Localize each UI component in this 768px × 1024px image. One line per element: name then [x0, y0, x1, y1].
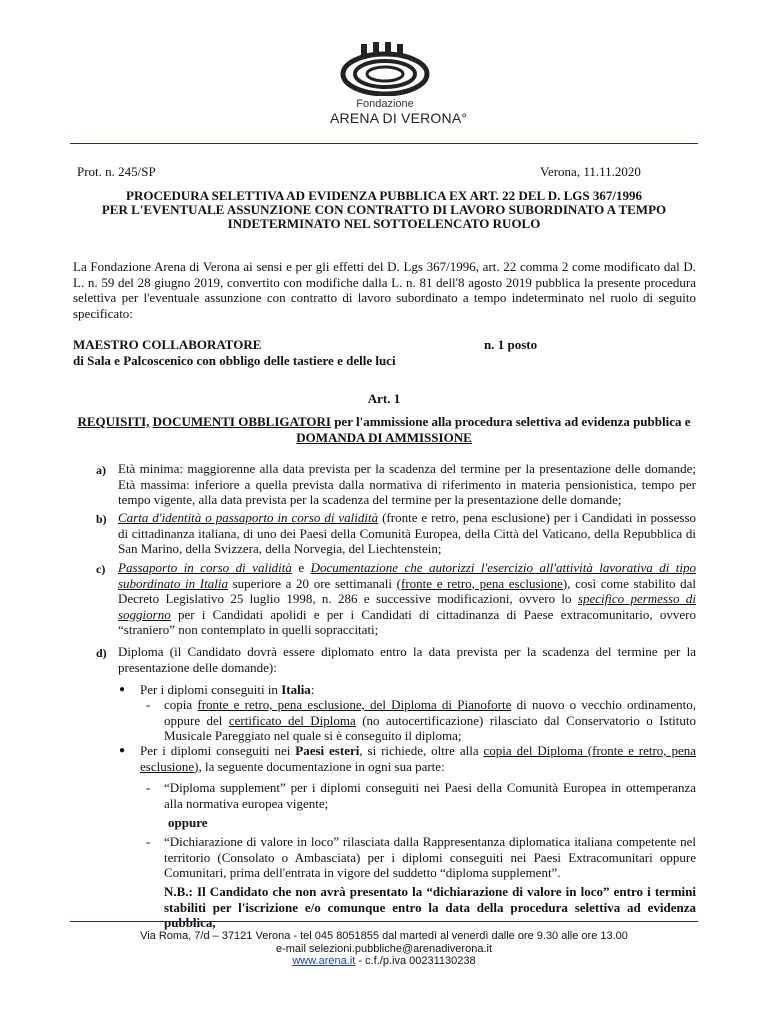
item-b-text	[118, 510, 696, 557]
heading-rest: per l'ammissione alla procedura selettiva ad evidenza pubblica e	[330, 414, 691, 429]
item-a-text: Età minima: maggiorenne alla data prevista per la scadenza del termine per la presentazione delle domande; Età massima: inferiore a quella prevista dalla normativa di riferimento in materia pensionistica, tempo per tempo vigente, alla data prevista per la scadenza del termine per la presentazione delle domande;	[118, 461, 696, 507]
intro-paragraph: La Fondazione Arena di Verona ai sensi e per gli effetti del D. Lgs 367/1996, art. 22 comma 2 come modificato dal D. L. n. 59 del 28 giugno 2019, convertito con modifiche dalla L. n. 81 dell'8 agosto 2019 pubblica la presente procedura selettiva per l'eventuale assunzione con contratto di lavoro subordinato a tempo indeterminato nel ruolo di seguito specificato:	[73, 259, 696, 321]
document-date: Verona, 11.11.2020	[540, 164, 641, 179]
item-c-and: e	[291, 560, 311, 575]
title-line3: INDETERMINATO NEL SOTTOELENCATO RUOLO	[227, 216, 541, 231]
item-b-rest: (fronte e retro, pena esclusione) per i Candidati in possesso di cittadinanza italiana, di uno dei Paesi della Comunità Europea, della Città del Vaticano, della Repubblica di San Marino, della Svizzera, della Norvegia, del Liechtenstein;	[118, 510, 696, 556]
role-title: MAESTRO COLLABORATORE	[73, 337, 262, 352]
italy-bold: Italia	[281, 682, 311, 697]
footer-rule	[70, 921, 698, 922]
header-rule	[70, 143, 698, 144]
bullet-dot-icon: ●	[119, 745, 126, 756]
footer-email: e-mail selezioni.pubbliche@arenadiverona.it	[275, 942, 492, 955]
role-subtitle: di Sala e Palcoscenico con obbligo delle tastiere e delle luci	[73, 353, 396, 368]
article-number: Art. 1	[367, 391, 401, 406]
dash-icon: -	[146, 780, 151, 795]
document-title	[70, 189, 698, 231]
footer	[70, 930, 698, 968]
dash-icon: -	[146, 697, 151, 712]
footer-address: Via Roma, 7/d – 37121 Verona - tel 045 8051855 dal martedì al venerdì dalle ore 9.30 alle ore 13.00	[140, 930, 628, 942]
footer-tax-id: - c.f./p.iva 00231130238	[355, 955, 476, 967]
bullet-dot-icon: ●	[119, 684, 126, 695]
logo-line2: ARENA DI VERONA°	[330, 110, 468, 126]
abroad-bold: Paesi esteri	[295, 743, 360, 758]
title-line2: PER L'EVENTUALE ASSUNZIONE CON CONTRATTO DI LAVORO SUBORDINATO A TEMPO	[101, 202, 667, 217]
item-c-work-doc: Documentazione che autorizzi l'esercizio all'attività lavorativa di tipo subordinato in Italia	[118, 560, 696, 591]
item-a-label: a)	[96, 463, 106, 477]
abroad-intro: Per i diplomi conseguiti nei	[140, 743, 296, 758]
italy-colon: :	[310, 682, 315, 697]
item-d-label: d)	[96, 646, 107, 660]
item-b-label: b)	[96, 512, 107, 526]
italy-requirement	[164, 697, 696, 744]
logo-line1: Fondazione	[356, 98, 414, 110]
arena-logo	[330, 40, 468, 126]
heading-documenti: DOCUMENTI OBBLIGATORI	[152, 414, 331, 429]
italy-d5: (no autocertificazione) rilasciato dal Conservatorio o Istituto Musicale Pareggiato nel quale si è conseguito il diploma;	[164, 712, 697, 743]
title-line1: PROCEDURA SELETTIVA AD EVIDENZA PUBBLICA EX ART. 22 DEL D. LGS 367/1996	[126, 188, 642, 203]
item-c-front-back: (fronte e retro, pena esclusione)	[396, 575, 568, 591]
abroad-diploma-copy: copia del Diploma (fronte e retro, pena esclusione)	[140, 743, 696, 774]
italy-bullet	[140, 682, 314, 698]
website-link[interactable]: www.arena.it	[292, 955, 356, 967]
item-c-rest: per i Candidati apolidi e per i Candidati di cittadinanza di Paese extracomunitario, ovvero “straniero” non contemplato in quelli sopraccitati;	[118, 606, 696, 637]
item-c-passport: Passaporto in corso di validità	[118, 560, 292, 575]
item-c-hours: superiore a 20 ore settimanali	[227, 575, 397, 591]
italy-certificate: certificato del Diploma	[228, 712, 356, 728]
item-b-document: Carta d'identità o passaporto in corso di validità	[118, 510, 379, 525]
footer-web	[70, 955, 698, 968]
arena-emblem-icon	[339, 40, 431, 96]
oppure-label: oppure	[168, 815, 208, 830]
heading-requisiti: REQUISITI,	[77, 414, 150, 429]
italy-d1: copia	[164, 697, 198, 712]
dash-icon: -	[146, 834, 151, 849]
abroad-t1: , si richiede, oltre alla	[359, 743, 484, 758]
item-c-permit: specifico permesso di soggiorno	[118, 591, 696, 622]
item-d-text: Diploma (il Candidato dovrà essere diplomato entro la data prevista per la scadenza del termine per la presentazione delle domande):	[118, 644, 696, 675]
article-heading	[72, 414, 696, 445]
item-c-text	[118, 560, 696, 638]
italy-d3: di nuovo o vecchio ordinamento, oppure del	[164, 697, 697, 728]
protocol-number: Prot. n. 245/SP	[77, 164, 156, 179]
abroad-bullet	[140, 743, 696, 774]
italy-diploma-copy: fronte e retro, pena esclusione, del Diploma di Pianoforte	[197, 697, 512, 712]
italy-intro: Per i diplomi conseguiti in	[140, 682, 282, 697]
role-posts: n. 1 posto	[484, 337, 538, 352]
nb-note: N.B.: Il Candidato che non avrà presentato la “dichiarazione di valore in loco” entro i termini stabiliti per l'iscrizione e/o comunque entro la data della procedura selettiva ad evidenza pubblica,	[164, 884, 696, 930]
item-c-label: c)	[96, 562, 106, 576]
diploma-supplement: “Diploma supplement” per i diplomi conseguiti nei Paesi della Comunità Europea in ottemperanza alla normativa europea vigente;	[164, 780, 696, 811]
dichiarazione-valore: “Dichiarazione di valore in loco” rilasciata dalla Rappresentanza diplomatica italiana competente nel territorio (Consolato o Ambasciata) per i diplomi conseguiti nei Paesi Extracomunitari oppure Comunitari, prima dell'entrata in vigore del suddetto “diploma supplement”.	[164, 834, 696, 880]
heading-domanda: DOMANDA DI AMMISSIONE	[296, 429, 472, 445]
abroad-t2: , la seguente documentazione in ogni sua parte:	[198, 758, 445, 774]
item-c-decree: , così come stabilito dal Decreto Legislativo 25 luglio 1998, n. 286 e successive modificazioni, ovvero lo	[118, 575, 696, 606]
